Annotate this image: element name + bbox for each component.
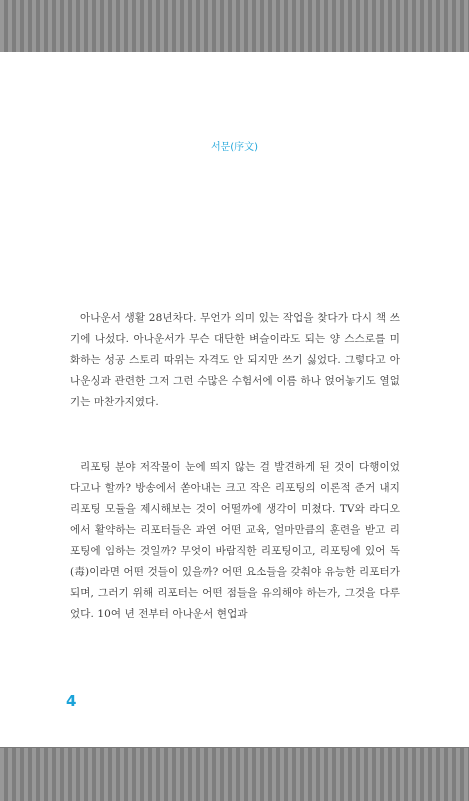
section-title: 서문(序文)	[210, 142, 259, 153]
book-page	[0, 52, 469, 747]
body-paragraph: 아나운서 생활 28년차다. 무언가 의미 있는 작업을 찾다가 다시 책 쓰기에 나섰다. 아나운서가 무슨 대단한 벼슬이라도 되는 양 스스로를 미화하는 성공 스토리 따위는 자격도 안 되지만 쓰기 싫었다. 그렇다고 아나운싱과 관련한 그저 그런 수많은 수험서에 이름 하나 얹어놓기도 열없기는 마찬가지였다.	[70, 312, 400, 408]
top-bar	[0, 0, 469, 53]
bottom-bar	[0, 747, 469, 801]
body-paragraph: 리포팅 분야 저작물이 눈에 띄지 않는 걸 발견하게 된 것이 다행이었다고나 할까? 방송에서 쏟아내는 크고 작은 리포팅의 이론적 준거 내지 리포팅 모듈을 제시해보는 것이 어떨까에 생각이 미쳤다. TV와 라디오에서 활약하는 리포터들은 과연 어떤 교육, 얼마만큼의 훈련을 받고 리포팅에 임하는 것일까? 무엇이 바람직한 리포팅이고, 리포팅에 있어 독(毒)이라면 어떤 것들이 있을까? 어떤 요소들을 갖춰야 유능한 리포터가 되며, 그러기 위해 리포터는 어떤 점들을 유의해야 하는가, 그것을 다루었다. 10여 년 전부터 아나운서 현업과	[70, 461, 400, 620]
page-number: 4	[66, 692, 77, 710]
